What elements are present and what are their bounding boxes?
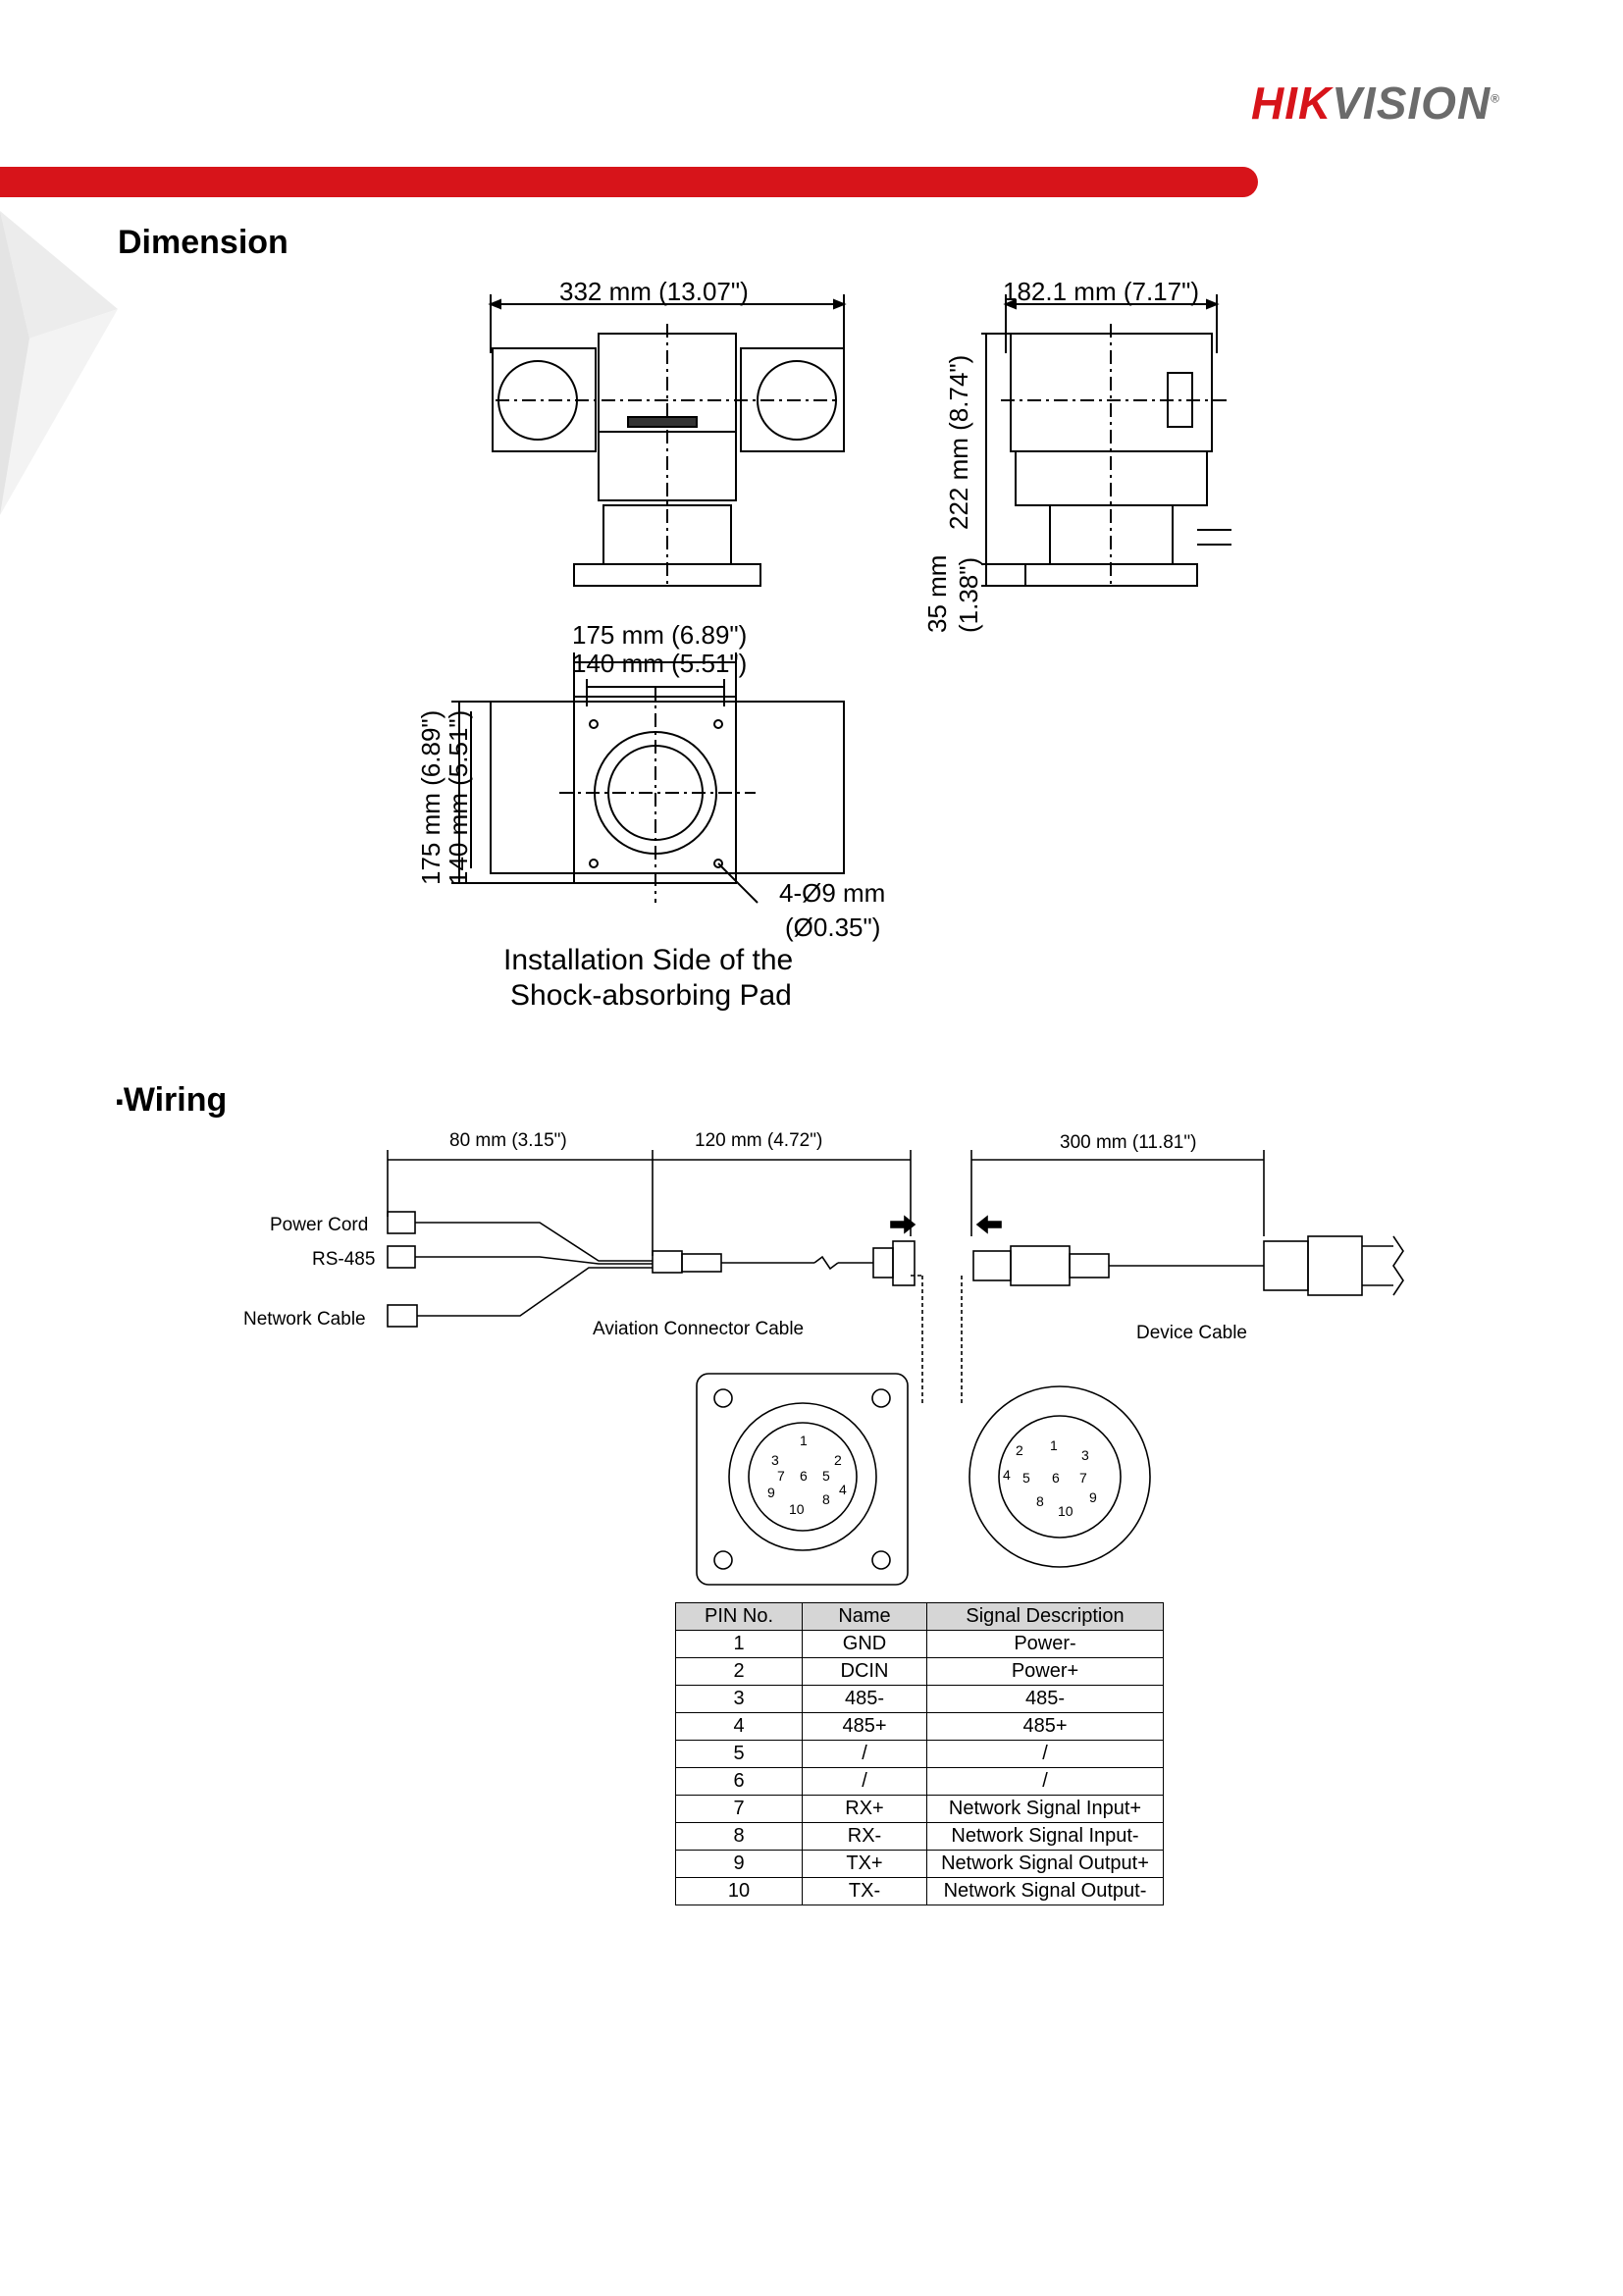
- table-row: [676, 1658, 1164, 1686]
- pin-no-cell: 1: [676, 1631, 803, 1658]
- wiring-title: [116, 1081, 227, 1120]
- left-pin-7: 7: [777, 1468, 785, 1484]
- pin-no-cell: 3: [676, 1686, 803, 1713]
- name-cell: DCIN: [803, 1658, 927, 1686]
- length-300mm-label: 300 mm (11.81"): [1060, 1132, 1197, 1153]
- hikvision-logo: [1251, 77, 1500, 130]
- shock-pad-drawing: [451, 652, 844, 903]
- pin-no-cell: 10: [676, 1878, 803, 1905]
- signal-cell: /: [927, 1741, 1164, 1768]
- signal-cell: Network Signal Input+: [927, 1796, 1164, 1823]
- table-row: [676, 1686, 1164, 1713]
- right-pin-4: 4: [1003, 1467, 1011, 1483]
- name-cell: GND: [803, 1631, 927, 1658]
- pin-no-cell: 4: [676, 1713, 803, 1741]
- pad-outer-vertical-label: 175 mm (6.89"): [416, 709, 445, 885]
- wiring-title-text: Wiring: [123, 1081, 228, 1119]
- right-pin-2: 2: [1016, 1442, 1023, 1458]
- table-row: [676, 1713, 1164, 1741]
- pad-inner-label: 140 mm (5.51"): [572, 649, 748, 678]
- pin-no-cell: 8: [676, 1823, 803, 1851]
- pin-no-cell: 9: [676, 1851, 803, 1878]
- wiring-drawing: [373, 1138, 1413, 1590]
- signal-cell: 485-: [927, 1686, 1164, 1713]
- pin-no-cell: 6: [676, 1768, 803, 1796]
- pad-caption-line1: Installation Side of the: [503, 944, 794, 976]
- right-pin-8: 8: [1036, 1493, 1044, 1509]
- network-cable-label: Network Cable: [243, 1309, 366, 1330]
- right-pin-6: 6: [1052, 1470, 1060, 1486]
- signal-cell: 485+: [927, 1713, 1164, 1741]
- left-pin-1: 1: [800, 1433, 808, 1448]
- left-pin-4: 4: [839, 1482, 847, 1497]
- header-red-bar: [0, 167, 1258, 197]
- power-cord-label: Power Cord: [270, 1215, 369, 1235]
- signal-cell: Power-: [927, 1631, 1164, 1658]
- device-cable-label: Device Cable: [1136, 1323, 1247, 1343]
- name-cell: RX-: [803, 1823, 927, 1851]
- logo-vision-text: VISION: [1332, 78, 1492, 129]
- name-cell: RX+: [803, 1796, 927, 1823]
- pad-inner-vertical-label: 140 mm (5.51"): [444, 709, 473, 885]
- header-signal-description: Signal Description: [927, 1603, 1164, 1631]
- left-pin-6: 6: [800, 1468, 808, 1484]
- left-pin-3: 3: [771, 1452, 779, 1468]
- hole-size-label: 4-Ø9 mm: [779, 878, 886, 908]
- wiring-bullet: ▪: [116, 1089, 124, 1115]
- name-cell: 485-: [803, 1686, 927, 1713]
- pin-no-cell: 5: [676, 1741, 803, 1768]
- logo-registered-mark: ®: [1491, 91, 1501, 106]
- table-row: [676, 1631, 1164, 1658]
- side-height-label: 222 mm (8.74"): [944, 354, 973, 530]
- header-name: Name: [803, 1603, 927, 1631]
- table-row: [676, 1741, 1164, 1768]
- table-row: [676, 1796, 1164, 1823]
- rs485-label: RS-485: [312, 1249, 376, 1270]
- left-pin-10: 10: [789, 1501, 805, 1517]
- left-pin-9: 9: [767, 1485, 775, 1500]
- right-pin-5: 5: [1022, 1470, 1030, 1486]
- left-pin-2: 2: [834, 1452, 842, 1468]
- base-height-mm-label: 35 mm: [922, 554, 952, 633]
- front-view-drawing: [491, 294, 844, 589]
- right-pin-10: 10: [1058, 1503, 1073, 1519]
- table-row: [676, 1768, 1164, 1796]
- aviation-connector-label: Aviation Connector Cable: [593, 1319, 805, 1339]
- logo-hik-text: HIK: [1251, 78, 1333, 129]
- pin-no-cell: 7: [676, 1796, 803, 1823]
- right-pin-9: 9: [1089, 1489, 1097, 1505]
- signal-cell: Network Signal Output-: [927, 1878, 1164, 1905]
- front-width-label: 332 mm (13.07"): [559, 277, 749, 306]
- side-view-drawing: [981, 294, 1231, 589]
- side-width-label: 182.1 mm (7.17"): [1003, 277, 1199, 306]
- dimension-title: Dimension: [118, 224, 288, 261]
- pin-table: [675, 1602, 1164, 1905]
- name-cell: /: [803, 1768, 927, 1796]
- table-row: [676, 1878, 1164, 1905]
- hole-size-in-label: (Ø0.35"): [785, 913, 881, 942]
- left-pin-8: 8: [822, 1491, 830, 1507]
- table-row: [676, 1851, 1164, 1878]
- decorative-triangles: [0, 201, 128, 525]
- name-cell: /: [803, 1741, 927, 1768]
- pin-table-header: [676, 1603, 1164, 1631]
- table-row: [676, 1823, 1164, 1851]
- header-pin-no: PIN No.: [676, 1603, 803, 1631]
- name-cell: TX-: [803, 1878, 927, 1905]
- right-pin-1: 1: [1050, 1437, 1058, 1453]
- right-pin-7: 7: [1079, 1470, 1087, 1486]
- signal-cell: Power+: [927, 1658, 1164, 1686]
- length-120mm-label: 120 mm (4.72"): [695, 1130, 823, 1151]
- name-cell: 485+: [803, 1713, 927, 1741]
- length-80mm-label: 80 mm (3.15"): [449, 1130, 567, 1151]
- right-pin-3: 3: [1081, 1447, 1089, 1463]
- signal-cell: Network Signal Input-: [927, 1823, 1164, 1851]
- base-height-in-label: (1.38"): [954, 556, 983, 633]
- left-pin-5: 5: [822, 1468, 830, 1484]
- pad-outer-label: 175 mm (6.89"): [572, 620, 748, 650]
- signal-cell: /: [927, 1768, 1164, 1796]
- signal-cell: Network Signal Output+: [927, 1851, 1164, 1878]
- pad-caption-line2: Shock-absorbing Pad: [510, 979, 792, 1012]
- name-cell: TX+: [803, 1851, 927, 1878]
- pin-no-cell: 2: [676, 1658, 803, 1686]
